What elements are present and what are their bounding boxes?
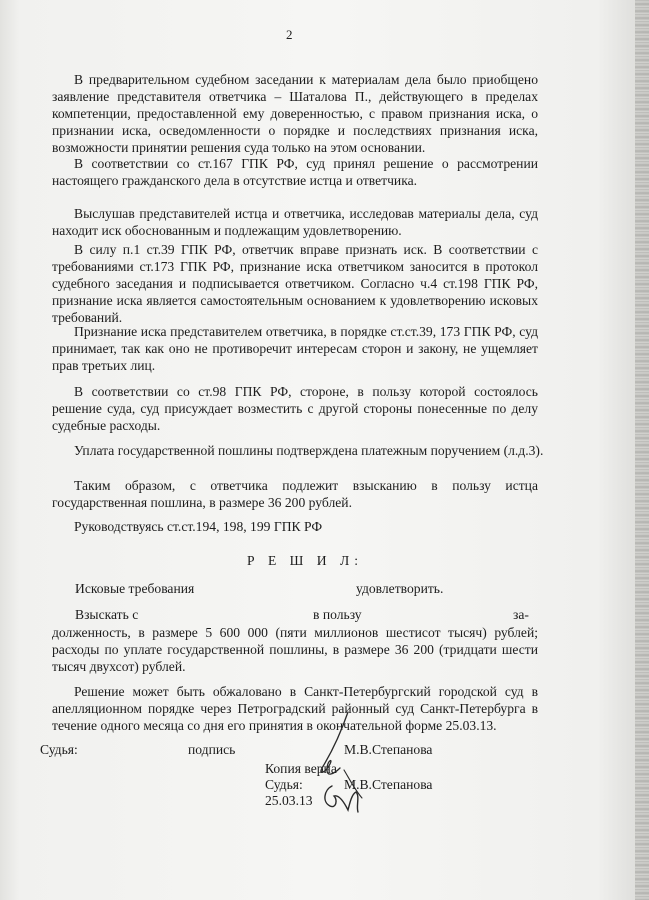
- paragraph-absence: В соответствии со ст.167 ГПК РФ, суд принял решение о рассмотрении настоящего гражданского дела в отсутствие истца и ответчика.: [52, 156, 538, 188]
- judge-name: М.В.Степанова: [344, 742, 433, 757]
- paragraph-recognition-law: В силу п.1 ст.39 ГПК РФ, ответчик вправе признать иск. В соответствии с требованиями ст.173 ГПК РФ, признание иска ответчиком заносится в протокол судебного заседания и подписывается ответчиком. Согласно ч.4 ст.198 ГПК РФ, признание иска является самостоятельным основанием к удовлетворению исковых требований.: [52, 242, 538, 325]
- recover-details: долженность, в размере 5 600 000 (пяти миллионов шестисот тысяч) рублей; расходы по уплате государственной пошлины, в размере 36 200 (тридцати шести тысяч двухсот) рублей.: [52, 625, 538, 674]
- copy-true-label: Копия верна: [265, 761, 337, 776]
- paragraph-fee-payment: Уплата государственной пошлины подтверждена платежным поручением (л.д.3).: [74, 443, 544, 458]
- paragraph-costs: В соответствии со ст.98 ГПК РФ, стороне, в пользу которой состоялось решение суда, суд присуждает возместить с другой стороны понесенные по делу судебные расходы.: [52, 384, 538, 433]
- certification-date: 25.03.13: [265, 793, 313, 808]
- paragraph-findings: Выслушав представителей истца и ответчика, исследовав материалы дела, суд находит иск обоснованным и подлежащим удовлетворению.: [52, 206, 538, 238]
- certifying-judge-name: М.В.Степанова: [344, 777, 433, 792]
- page-edge-shadow: [635, 0, 649, 900]
- page-number: 2: [286, 27, 293, 42]
- judge-label: Судья:: [40, 742, 78, 757]
- certifying-judge-label: Судья:: [265, 777, 303, 792]
- claims-label: Исковые требования: [75, 581, 195, 596]
- paragraph-fee-recovery: Таким образом, с ответчика подлежит взысканию в пользу истца государственная пошлина, в размере 36 200 рублей.: [52, 478, 538, 510]
- paragraph-guided-by: Руководствуясь ст.ст.194, 198, 199 ГПК РФ: [74, 519, 323, 534]
- recover-end: за-: [513, 607, 529, 622]
- paragraph-evidence: В предварительном судебном заседании к материалам дела было приобщено заявление представителя ответчика – Шаталова П., действующего в пределах компетенции, предоставленной ему доверенностью, с правом признания иска, о признании иска, осведомленности о порядке и последствиях признания иска, возможности принятии решения суда только на этом основании.: [52, 72, 538, 155]
- signature-placeholder: подпись: [188, 742, 236, 757]
- claims-verdict: удовлетворить.: [356, 581, 444, 596]
- resolved-heading: Р Е Ш И Л:: [247, 553, 363, 568]
- recover-start: Взыскать с: [75, 607, 139, 622]
- handwritten-signature: [300, 710, 400, 820]
- paragraph-acceptance: Признание иска представителем ответчика, в порядке ст.ст.39, 173 ГПК РФ, суд принимает, так как оно не противоречит интересам сторон и закону, не ущемляет прав третьих лиц.: [52, 324, 538, 373]
- paragraph-appeal: Решение может быть обжаловано в Санкт-Петербургский городской суд в апелляционном порядке через Петроградский районный суд Санкт-Петербурга в течение одного месяца со дня его принятия в окончательной форме 25.03.13.: [52, 684, 538, 733]
- recover-in-favor: в пользу: [313, 607, 362, 622]
